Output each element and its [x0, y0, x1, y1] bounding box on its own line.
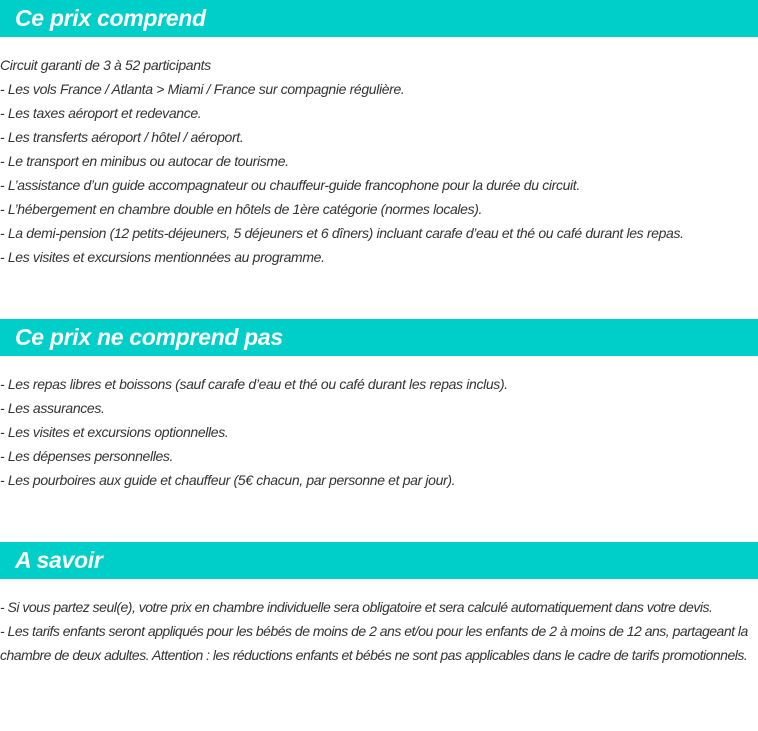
section-title: Ce prix ne comprend pas [15, 324, 283, 350]
price-excludes-section [0, 319, 758, 492]
list-item: - Les taxes aéroport et redevance. [0, 105, 202, 121]
section-title: Ce prix comprend [15, 5, 206, 31]
good-to-know-section [0, 542, 758, 667]
list-item: - Les transferts aéroport / hôtel / aéroport. [0, 129, 244, 145]
price-excludes-header [0, 319, 758, 356]
section-title: A savoir [15, 547, 103, 573]
info-paragraph: - Les tarifs enfants seront appliqués pour les bébés de moins de 2 ans et/ou pour les enfants de 2 à moins de 12 ans, partageant la chambre de deux adultes. Attention : les réductions enfants et bébés ne sont pas applicables dans le cadre de tarifs promotionnels. [0, 623, 748, 663]
info-paragraph: - Si vous partez seul(e), votre prix en chambre individuelle sera obligatoire et sera calculé automatiquement dans votre devis. [0, 599, 713, 615]
list-item: - Les assurances. [0, 400, 105, 416]
list-item: Circuit garanti de 3 à 52 participants [0, 57, 211, 73]
good-to-know-body [0, 579, 758, 667]
price-excludes-list [0, 356, 758, 492]
price-includes-list [0, 37, 758, 269]
list-item: - La demi-pension (12 petits-déjeuners, 5 déjeuners et 6 dîners) incluant carafe d’eau et thé ou café durant les repas. [0, 225, 684, 241]
list-item: - Les pourboires aux guide et chauffeur (5€ chacun, par personne et par jour). [0, 472, 456, 488]
list-item: - Les vols France / Atlanta > Miami / France sur compagnie régulière. [0, 81, 405, 97]
price-includes-section [0, 0, 758, 269]
list-item: - Les visites et excursions optionnelles. [0, 424, 229, 440]
list-item: - L’assistance d’un guide accompagnateur ou chauffeur-guide francophone pour la durée du circuit. [0, 177, 580, 193]
list-item: - Les visites et excursions mentionnées au programme. [0, 249, 325, 265]
list-item: - L’hébergement en chambre double en hôtels de 1ère catégorie (normes locales). [0, 201, 483, 217]
price-includes-header [0, 0, 758, 37]
list-item: - Les repas libres et boissons (sauf carafe d’eau et thé ou café durant les repas inclus). [0, 376, 508, 392]
good-to-know-header [0, 542, 758, 579]
list-item: - Le transport en minibus ou autocar de tourisme. [0, 153, 289, 169]
list-item: - Les dépenses personnelles. [0, 448, 174, 464]
